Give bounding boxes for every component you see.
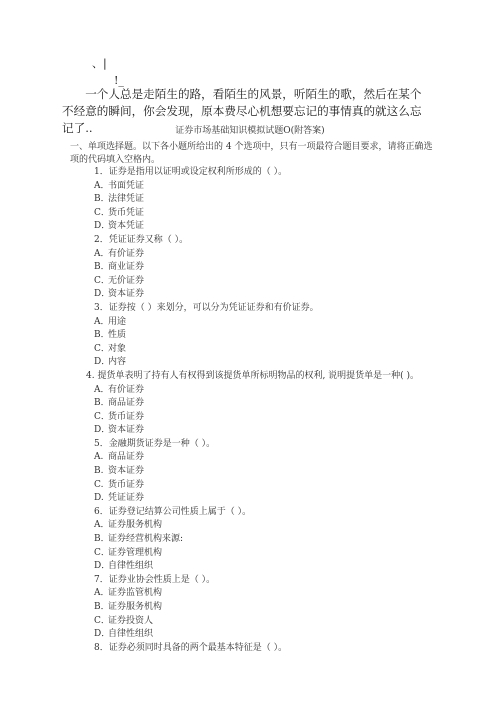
option-letter: A． [94,520,110,531]
option-letter: B． [94,398,110,409]
option-letter: B. [94,466,104,477]
option-text: 证券经营机构来源: [108,534,184,545]
answer-option [0,207,500,221]
option-text: 货币证券 [108,479,145,490]
answer-option [0,275,500,289]
question-stem: 3．证券按（ ）来划分，可以分为凭证证券和有价证券。 [94,302,319,313]
option-text: 证券管理机构 [108,547,163,558]
answer-option [0,248,500,262]
option-letter: D. [94,493,104,504]
option-text: 证券监管机构 [108,588,163,599]
answer-option [0,329,500,343]
option-text: 货币证券 [108,411,145,422]
answer-option [0,587,500,601]
document-title: 证券市场基础知识模拟试题O(附答案) [175,126,325,136]
answer-option [0,533,500,547]
option-letter: C． [94,547,110,558]
option-letter: C． [94,615,110,626]
option-letter: A. [94,452,104,463]
option-letter: A． [94,248,110,259]
answer-option [0,547,500,561]
question-stem: 8．证券必须同时具备的两个最基本特征是（ ）。 [94,642,288,653]
option-letter: D． [94,289,111,300]
section-instructions: 一、单项选择题。以下各小题所给出的 4 个选项中，只有一项最符合题目要求，请将正确选项的代码填入空格内。 [70,142,433,165]
option-text: 货币凭证 [108,207,145,218]
option-letter: D． [94,221,111,232]
option-text: 资本证券 [108,289,145,300]
option-letter: B． [94,262,110,273]
option-text: 凭证证券 [108,493,145,504]
intro-quote: 一个人总是走陌生的路，看陌生的风景，听陌生的歌，然后在某个不经意的瞬间，你会发现，原本费尽心机想要忘记的事情真的就这么忘记了.. [62,87,422,135]
question-stem: 6．证券登记结算公司性质上属于（ ）。 [94,506,252,517]
option-text: 商业证券 [108,262,145,273]
option-text: 内容 [108,357,127,368]
option-letter: C． [94,343,110,354]
option-letter: A． [94,180,110,191]
option-letter: C． [94,207,110,218]
answer-option [0,356,500,370]
answer-option [0,601,500,615]
answer-option [0,411,500,425]
answer-option [0,220,500,234]
option-text: 资本凭证 [108,221,145,232]
answer-option [0,465,500,479]
answer-option [0,397,500,411]
option-text: 证券投资人 [108,615,154,626]
option-letter: D． [94,425,111,436]
option-letter: D． [94,561,111,572]
option-letter: A． [94,588,110,599]
question-stem: 5．金融期货证券是一种（ ）。 [94,438,216,449]
answer-option [0,288,500,302]
answer-option [0,316,500,330]
answer-option [0,560,500,574]
option-letter: C． [94,275,110,286]
option-text: 资本证券 [108,425,145,436]
option-text: 性质 [108,330,127,341]
option-letter: C． [94,411,110,422]
option-text: 证券服务机构 [108,602,163,612]
option-text: 有价证券 [108,384,145,395]
answer-option [0,451,500,465]
question-stem: 2．凭证证券又称（ ）。 [94,234,189,245]
stray-mark-2: !_ [114,74,124,87]
question-stem: 7．证券业协会性质上是（ ）。 [94,574,216,585]
option-letter: C. [94,479,104,490]
answer-option [0,492,500,506]
question-stem: 4. 提货单表明了持有人有权得到该提货单所标明物品的权利, 说明提货单是一种( )。 [86,370,420,381]
option-text: 资本证券 [108,466,145,477]
answer-option [0,628,500,642]
option-text: 用途 [108,316,127,327]
option-text: 对象 [108,343,127,354]
option-letter: B． [94,194,110,205]
answer-option [0,193,500,207]
option-letter: A． [94,316,110,327]
question-list [0,166,500,655]
answer-option [0,615,500,629]
option-text: 商品证券 [108,452,145,463]
option-text: 书面凭证 [108,180,145,191]
option-text: 自律性组织 [108,561,154,572]
option-text: 证券服务机构 [108,520,163,531]
option-letter: D． [94,629,111,640]
option-letter: D． [94,357,111,368]
option-letter: B． [94,330,110,341]
option-letter: B． [94,602,110,612]
option-text: 法律凭证 [108,194,145,205]
question-stem: 1．证券是指用以证明或设定权利所形成的（ ）。 [94,167,288,177]
stray-mark-1: 、| [92,57,107,70]
answer-option [0,261,500,275]
answer-option [0,519,500,533]
option-letter: A． [94,384,110,395]
answer-option [0,343,500,357]
answer-option [0,384,500,398]
option-text: 无价证券 [108,275,145,286]
stray-marks [92,57,124,87]
answer-option [0,424,500,438]
option-text: 自律性组织 [108,629,154,640]
answer-option [0,479,500,493]
option-text: 有价证券 [108,248,145,259]
answer-option [0,180,500,194]
option-text: 商品证券 [108,398,145,409]
option-letter: B． [94,534,110,545]
